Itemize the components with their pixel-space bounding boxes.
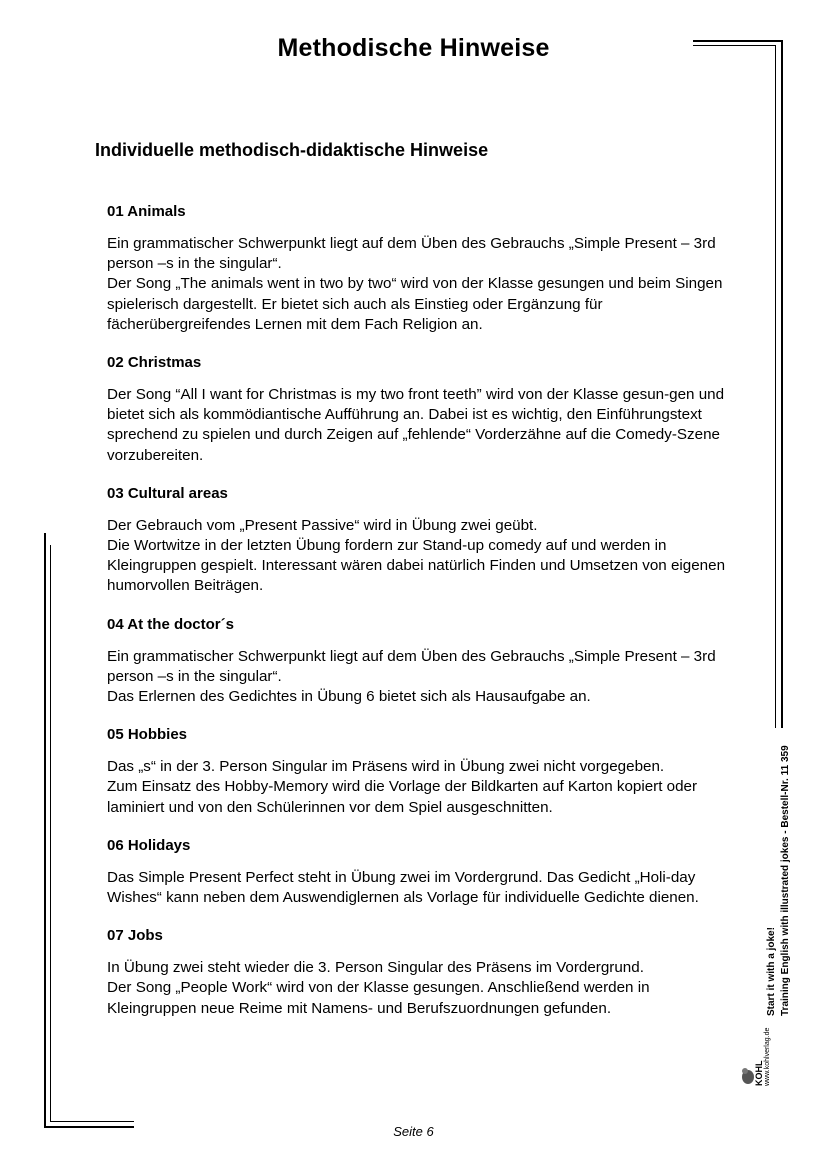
paragraph: Das „s“ in der 3. Person Singular im Präsens wird in Übung zwei nicht vorgegeben. — [107, 758, 665, 776]
section-hobbies — [107, 725, 737, 818]
section-body — [107, 757, 737, 818]
section-body — [107, 868, 737, 908]
publisher-logo-name: KOHL — [754, 1060, 764, 1086]
paragraph: Das Erlernen des Gedichtes in Übung 6 bietet sich als Hausaufgabe an. — [107, 688, 591, 706]
paragraph: Der Song „People Work“ wird von der Klasse gesungen. Anschließend werden in Kleingruppen neue Reime mit Namens- und Berufszuordnungen gefunden. — [107, 979, 650, 1017]
paragraph: Ein grammatischer Schwerpunkt liegt auf dem Üben des Gebrauchs „Simple Present – 3rd person –s in the singular“. — [107, 235, 716, 273]
publisher-logo — [740, 1020, 771, 1088]
paragraph: In Übung zwei steht wieder die 3. Person Singular des Präsens im Vordergrund. — [107, 959, 644, 977]
publisher-logo-url: www.kohlverlag.de — [764, 1027, 771, 1086]
content-area — [107, 202, 737, 1037]
section-title: 04 At the doctor´s — [107, 615, 234, 633]
sidebar-order-info: Training English with illustrated jokes - Bestell-Nr. 11 359 — [780, 745, 791, 1016]
frame-right-vertical-outer — [781, 40, 783, 728]
paragraph: Der Song „The animals went in two by two“ wird von der Klasse gesungen und beim Singen spielerisch dargestellt. Er bietet sich auch als Einstieg oder Ergänzung für fächerübergreifendes Lernen mit dem Fach Religion an. — [107, 275, 723, 333]
section-body — [107, 958, 737, 1019]
section-title: 01 Animals — [107, 203, 186, 220]
section-christmas — [107, 353, 737, 466]
frame-left-vertical-outer — [44, 533, 46, 1128]
paragraph: Die Wortwitze in der letzten Übung fordern zur Stand-up comedy auf und werden in Kleingruppen gespielt. Interessant wären dabei natürlich Finden und Umsetzen von eigenen humorvollen Beiträgen. — [107, 537, 726, 595]
section-holidays — [107, 836, 737, 908]
section-animals — [107, 202, 737, 335]
section-jobs — [107, 926, 737, 1019]
section-title: 07 Jobs — [107, 927, 163, 945]
frame-right-vertical-inner — [775, 45, 776, 728]
paragraph: Das Simple Present Perfect steht in Übung zwei im Vordergrund. Das Gedicht „Holi-day Wishes“ kann neben dem Auswendiglernen als Vorlage für individuelle Gedichte dienen. — [107, 868, 699, 907]
paragraph: Ein grammatischer Schwerpunkt liegt auf dem Üben des Gebrauchs „Simple Present – 3rd person –s in the singular“. — [107, 647, 716, 685]
sidebar-title: Start it with a joke! — [766, 927, 777, 1016]
frame-bottom-left-line-inner — [50, 1121, 134, 1122]
section-body — [107, 234, 737, 335]
page-number: Seite 6 — [393, 1124, 434, 1139]
section-title: 06 Holidays — [107, 836, 191, 854]
section-body — [107, 647, 737, 708]
paragraph: Der Gebrauch vom „Present Passive“ wird in Übung zwei geübt. — [107, 516, 538, 534]
section-title: 05 Hobbies — [107, 726, 188, 744]
section-at-the-doctors — [107, 615, 737, 708]
section-body — [107, 385, 737, 466]
page-subheading: Individuelle methodisch-didaktische Hinweise — [95, 140, 489, 160]
paragraph: Der Song “All I want for Christmas is my two front teeth” wird von der Klasse gesun-gen und bietet sich als kommödiantische Aufführung an. Dabei ist es wichtig, den Einführungstext sprechend zu spielen und durch Zeigen auf „fehlende“ Vorderzähne auf die Comedy-Szene vorzubereiten. — [107, 386, 725, 464]
section-title: 03 Cultural areas — [107, 484, 228, 502]
paragraph: Zum Einsatz des Hobby-Memory wird die Vorlage der Bildkarten auf Karton kopiert oder laminiert und von den Schülerinnen vor dem Spiel ausgeschnitten. — [107, 778, 698, 816]
section-title: 02 Christmas — [107, 354, 202, 372]
section-cultural-areas — [107, 484, 737, 597]
page-title: Methodische Hinweise — [277, 34, 550, 62]
frame-left-vertical-inner — [50, 545, 51, 1122]
section-body — [107, 516, 737, 597]
